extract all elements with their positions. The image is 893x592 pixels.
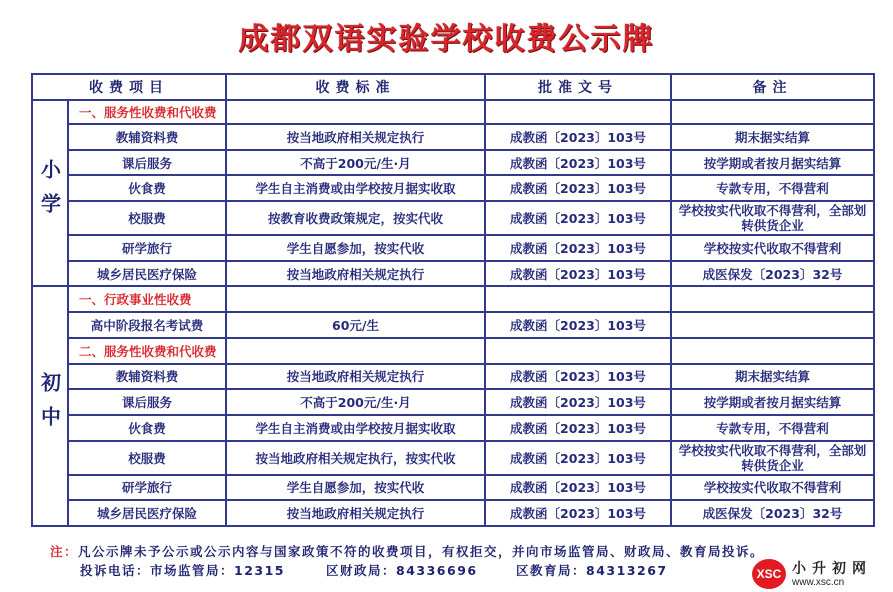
cell-doc: 成教函〔2023〕103号	[485, 201, 671, 235]
cell-standard: 60元/生	[226, 312, 485, 338]
cell-doc: 成教函〔2023〕103号	[485, 312, 671, 338]
cell-item: 研学旅行	[68, 475, 226, 501]
footer-hotlines	[80, 561, 668, 579]
cell-note: 专款专用，不得营利	[671, 175, 874, 201]
cell-standard: 按当地政府相关规定执行，按实代收	[226, 441, 485, 475]
cell-doc: 成教函〔2023〕103号	[485, 415, 671, 441]
cell-doc: 成教函〔2023〕103号	[485, 261, 671, 287]
cell-note: 学校按实代收取不得营利	[671, 235, 874, 261]
table-row	[32, 175, 874, 201]
cell-item: 伙食费	[68, 415, 226, 441]
cell-doc: 成教函〔2023〕103号	[485, 475, 671, 501]
cell-standard: 按当地政府相关规定执行	[226, 364, 485, 390]
cell-note: 按学期或者按月据实结算	[671, 389, 874, 415]
cell-item: 教辅资料费	[68, 364, 226, 390]
cell-note: 专款专用，不得营利	[671, 415, 874, 441]
cell-doc: 成教函〔2023〕103号	[485, 235, 671, 261]
header-doc: 批准文号	[485, 74, 671, 100]
cell-item: 研学旅行	[68, 235, 226, 261]
cell-standard: 不高于200元/生·月	[226, 389, 485, 415]
cell-note: 学校按实代收取不得营利，全部划转供货企业	[671, 201, 874, 235]
header-note: 备注	[671, 74, 874, 100]
hotline-education: 区教育局：84313267	[516, 563, 668, 578]
section-label-primary: 小学	[32, 100, 68, 286]
hotline-market: 市场监管局：12315	[150, 563, 286, 578]
header-standard: 收费标准	[226, 74, 485, 100]
table-row	[32, 475, 874, 501]
hotline-finance: 区财政局：84336696	[326, 563, 478, 578]
category-label: 一、服务性收费和代收费	[68, 100, 226, 124]
cell-item: 校服费	[68, 201, 226, 235]
cell-standard: 学生自愿参加，按实代收	[226, 235, 485, 261]
cell-doc: 成教函〔2023〕103号	[485, 150, 671, 176]
category-label: 二、服务性收费和代收费	[68, 338, 226, 364]
cell-doc: 成教函〔2023〕103号	[485, 500, 671, 526]
cell-standard: 学生自主消费或由学校按月据实收取	[226, 415, 485, 441]
cell-doc: 成教函〔2023〕103号	[485, 364, 671, 390]
cell-item: 教辅资料费	[68, 124, 226, 150]
cell-note	[671, 312, 874, 338]
page-title: 成都双语实验学校收费公示牌	[238, 22, 655, 57]
cell-item: 高中阶段报名考试费	[68, 312, 226, 338]
cell-doc: 成教函〔2023〕103号	[485, 175, 671, 201]
cell-standard: 不高于200元/生·月	[226, 150, 485, 176]
table-row	[32, 201, 874, 235]
cell-doc: 成教函〔2023〕103号	[485, 441, 671, 475]
cell-doc: 成教函〔2023〕103号	[485, 124, 671, 150]
category-row	[32, 100, 874, 124]
header-row	[32, 74, 874, 100]
category-row	[32, 286, 874, 312]
cell-standard: 按当地政府相关规定执行	[226, 124, 485, 150]
cell-note: 学校按实代收取不得营利，全部划转供货企业	[671, 441, 874, 475]
cell-standard: 学生自愿参加，按实代收	[226, 475, 485, 501]
notice-mark: 注：	[50, 544, 79, 559]
cell-doc: 成教函〔2023〕103号	[485, 389, 671, 415]
site-url: www.xsc.cn	[792, 577, 845, 588]
category-row	[32, 338, 874, 364]
category-label: 一、行政事业性收费	[68, 286, 226, 312]
cell-standard: 学生自主消费或由学校按月据实收取	[226, 175, 485, 201]
cell-item: 伙食费	[68, 175, 226, 201]
section-label-junior: 初中	[32, 286, 68, 526]
table-row	[32, 389, 874, 415]
cell-standard: 按当地政府相关规定执行	[226, 500, 485, 526]
table-row	[32, 150, 874, 176]
cell-item: 课后服务	[68, 389, 226, 415]
table-row	[32, 312, 874, 338]
footer-notice	[50, 542, 764, 560]
header-item: 收费项目	[32, 74, 226, 100]
cell-standard: 按教育收费政策规定，按实代收	[226, 201, 485, 235]
site-logo-icon: XSC	[752, 559, 786, 589]
table-row	[32, 441, 874, 475]
table-row	[32, 261, 874, 287]
hotline-label: 投诉电话：	[80, 563, 151, 578]
notice-text: 凡公示牌未予公示或公示内容与国家政策不符的收费项目，有权拒交，并向市场监管局、财政局、教育局投诉。	[78, 544, 765, 559]
fee-table	[31, 73, 875, 527]
cell-item: 城乡居民医疗保险	[68, 261, 226, 287]
table-row	[32, 415, 874, 441]
table-row	[32, 124, 874, 150]
table-row	[32, 500, 874, 526]
site-name: 小升初网	[792, 561, 872, 577]
cell-item: 课后服务	[68, 150, 226, 176]
cell-note: 学校按实代收取不得营利	[671, 475, 874, 501]
cell-note: 期末据实结算	[671, 364, 874, 390]
table-row	[32, 235, 874, 261]
cell-standard: 按当地政府相关规定执行	[226, 261, 485, 287]
cell-note: 期末据实结算	[671, 124, 874, 150]
cell-note: 按学期或者按月据实结算	[671, 150, 874, 176]
cell-note: 成医保发〔2023〕32号	[671, 500, 874, 526]
cell-note: 成医保发〔2023〕32号	[671, 261, 874, 287]
table-row	[32, 364, 874, 390]
cell-item: 校服费	[68, 441, 226, 475]
cell-item: 城乡居民医疗保险	[68, 500, 226, 526]
